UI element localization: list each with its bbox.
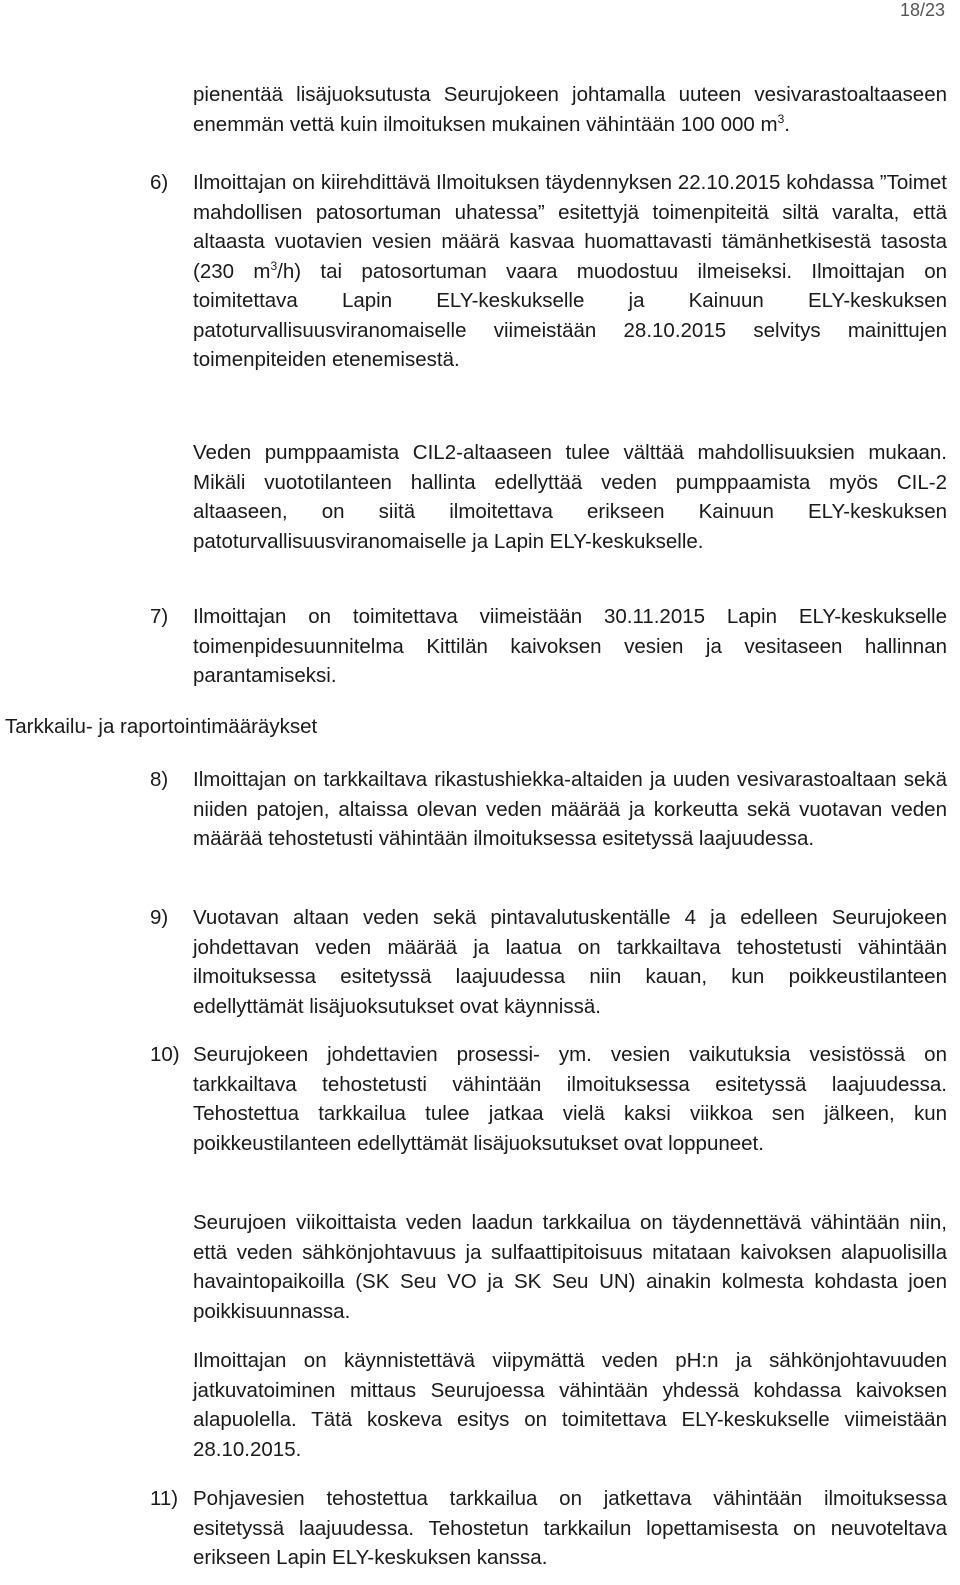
section-heading: Tarkkailu- ja raportointimääräykset (5, 715, 318, 738)
paragraph-text-end: . (784, 112, 790, 136)
list-item-6 (0, 168, 960, 375)
list-item-11 (0, 1484, 960, 1573)
item-text-part: /h) tai patosortuman vaara muodostuu ilmeiseksi. Ilmoittajan on toimitettava Lapin ELY-keskukselle ja Kainuun ELY-keskuksen patoturvallisuusviranomaiselle viimeistään 28.10.2015 selvitys mainittujen toimenpiteiden etenemisestä. (193, 259, 948, 371)
ph-measurement-paragraph: Ilmoittajan on käynnistettävä viipymättä veden pH:n ja sähkönjohtavuuden jatkuvatoiminen mittaus Seurujoessa vähintään yhdessä kohdassa kaivoksen alapuolella. Tätä koskeva esitys on toimitettava ELY-keskukselle viimeistään 28.10.2015. (193, 1349, 947, 1461)
continued-paragraph (193, 80, 947, 139)
paragraph-text: pienentää lisäjuoksutusta Seurujokeen johtamalla uuteen vesivarastoaltaaseen enemmän vettä kuin ilmoituksen mukainen vähintään 100 000 m (193, 83, 947, 136)
page-number: 18/23 (899, 0, 945, 20)
item-number: 8) (150, 768, 169, 791)
list-item-9 (0, 903, 960, 1021)
item-text: Ilmoittajan on toimitettava viimeistään 30.11.2015 Lapin ELY-keskukselle toimenpidesuunnitelma Kittilän kaivoksen vesien ja vesitaseen hallinnan parantamiseksi. (193, 605, 947, 687)
superscript: 3 (270, 258, 278, 273)
item-number: 7) (150, 605, 169, 628)
list-item-7 (0, 602, 960, 691)
item-number: 11) (150, 1487, 179, 1510)
list-item-8 (0, 765, 960, 854)
item-number: 9) (150, 906, 169, 929)
item-text-part: Ilmoittajan on kiirehdittävä Ilmoituksen täydennyksen 22.10.2015 kohdassa ”Toimet mahdollisen patosortuman uhatessa” esitettyjä toimenpiteitä siltä varalta, että altaasta vuotavien vesien määrä kasvaa huomattavasti tämänhetkisestä tasosta (230 m (193, 171, 947, 283)
list-item-10 (0, 1040, 960, 1158)
item-text: Vuotavan altaan veden sekä pintavalutuskentälle 4 ja edelleen Seurujokeen johdettavan veden määrää ja laatua on tarkkailtava tehostetusti vähintään ilmoituksessa esitetyssä laajuudessa niin kauan, kun poikkeustilanteen edellyttämät lisäjuoksutukset ovat käynnissä. (193, 906, 947, 1018)
item-number: 10) (150, 1043, 180, 1066)
item-text (193, 168, 947, 375)
superscript: 3 (777, 111, 785, 126)
pumping-paragraph: Veden pumppaamista CIL2-altaaseen tulee välttää mahdollisuuksien mukaan. Mikäli vuototilanteen hallinta edellyttää veden pumppaamista myös CIL-2 altaaseen, on siitä ilmoitettava erikseen Kainuun ELY-keskuksen patoturvallisuusviranomaiselle ja Lapin ELY-keskukselle. (193, 441, 947, 553)
item-text: Ilmoittajan on tarkkailtava rikastushiekka-altaiden ja uuden vesivarastoaltaan sekä niiden patojen, altaissa olevan veden määrää ja korkeutta sekä vuotavan veden määrää tehostetusti vähintään ilmoituksessa esitetyssä laajuudessa. (193, 768, 947, 850)
item-text: Seurujokeen johdettavien prosessi- ym. vesien vaikutuksia vesistössä on tarkkailtava tehostetusti vähintään ilmoituksessa esitetyssä laajuudessa. Tehostettua tarkkailua tulee jatkaa vielä kaksi viikkoa sen jälkeen, kun poikkeustilanteen edellyttämät lisäjuoksutukset ovat loppuneet. (193, 1043, 947, 1155)
item-text: Pohjavesien tehostettua tarkkailua on jatkettava vähintään ilmoituksessa esitetyssä laajuudessa. Tehostetun tarkkailun lopettamisesta on neuvoteltava erikseen Lapin ELY-keskuksen kanssa. (193, 1487, 947, 1569)
weekly-monitoring-paragraph: Seurujoen viikoittaista veden laadun tarkkailua on täydennettävä vähintään niin, että veden sähkönjohtavuus ja sulfaattipitoisuus mitataan kaivoksen alapuolisilla havaintopaikoilla (SK Seu VO ja SK Seu UN) ainakin kolmesta kohdasta joen poikkisuunnassa. (193, 1211, 947, 1323)
item-number: 6) (150, 171, 169, 194)
